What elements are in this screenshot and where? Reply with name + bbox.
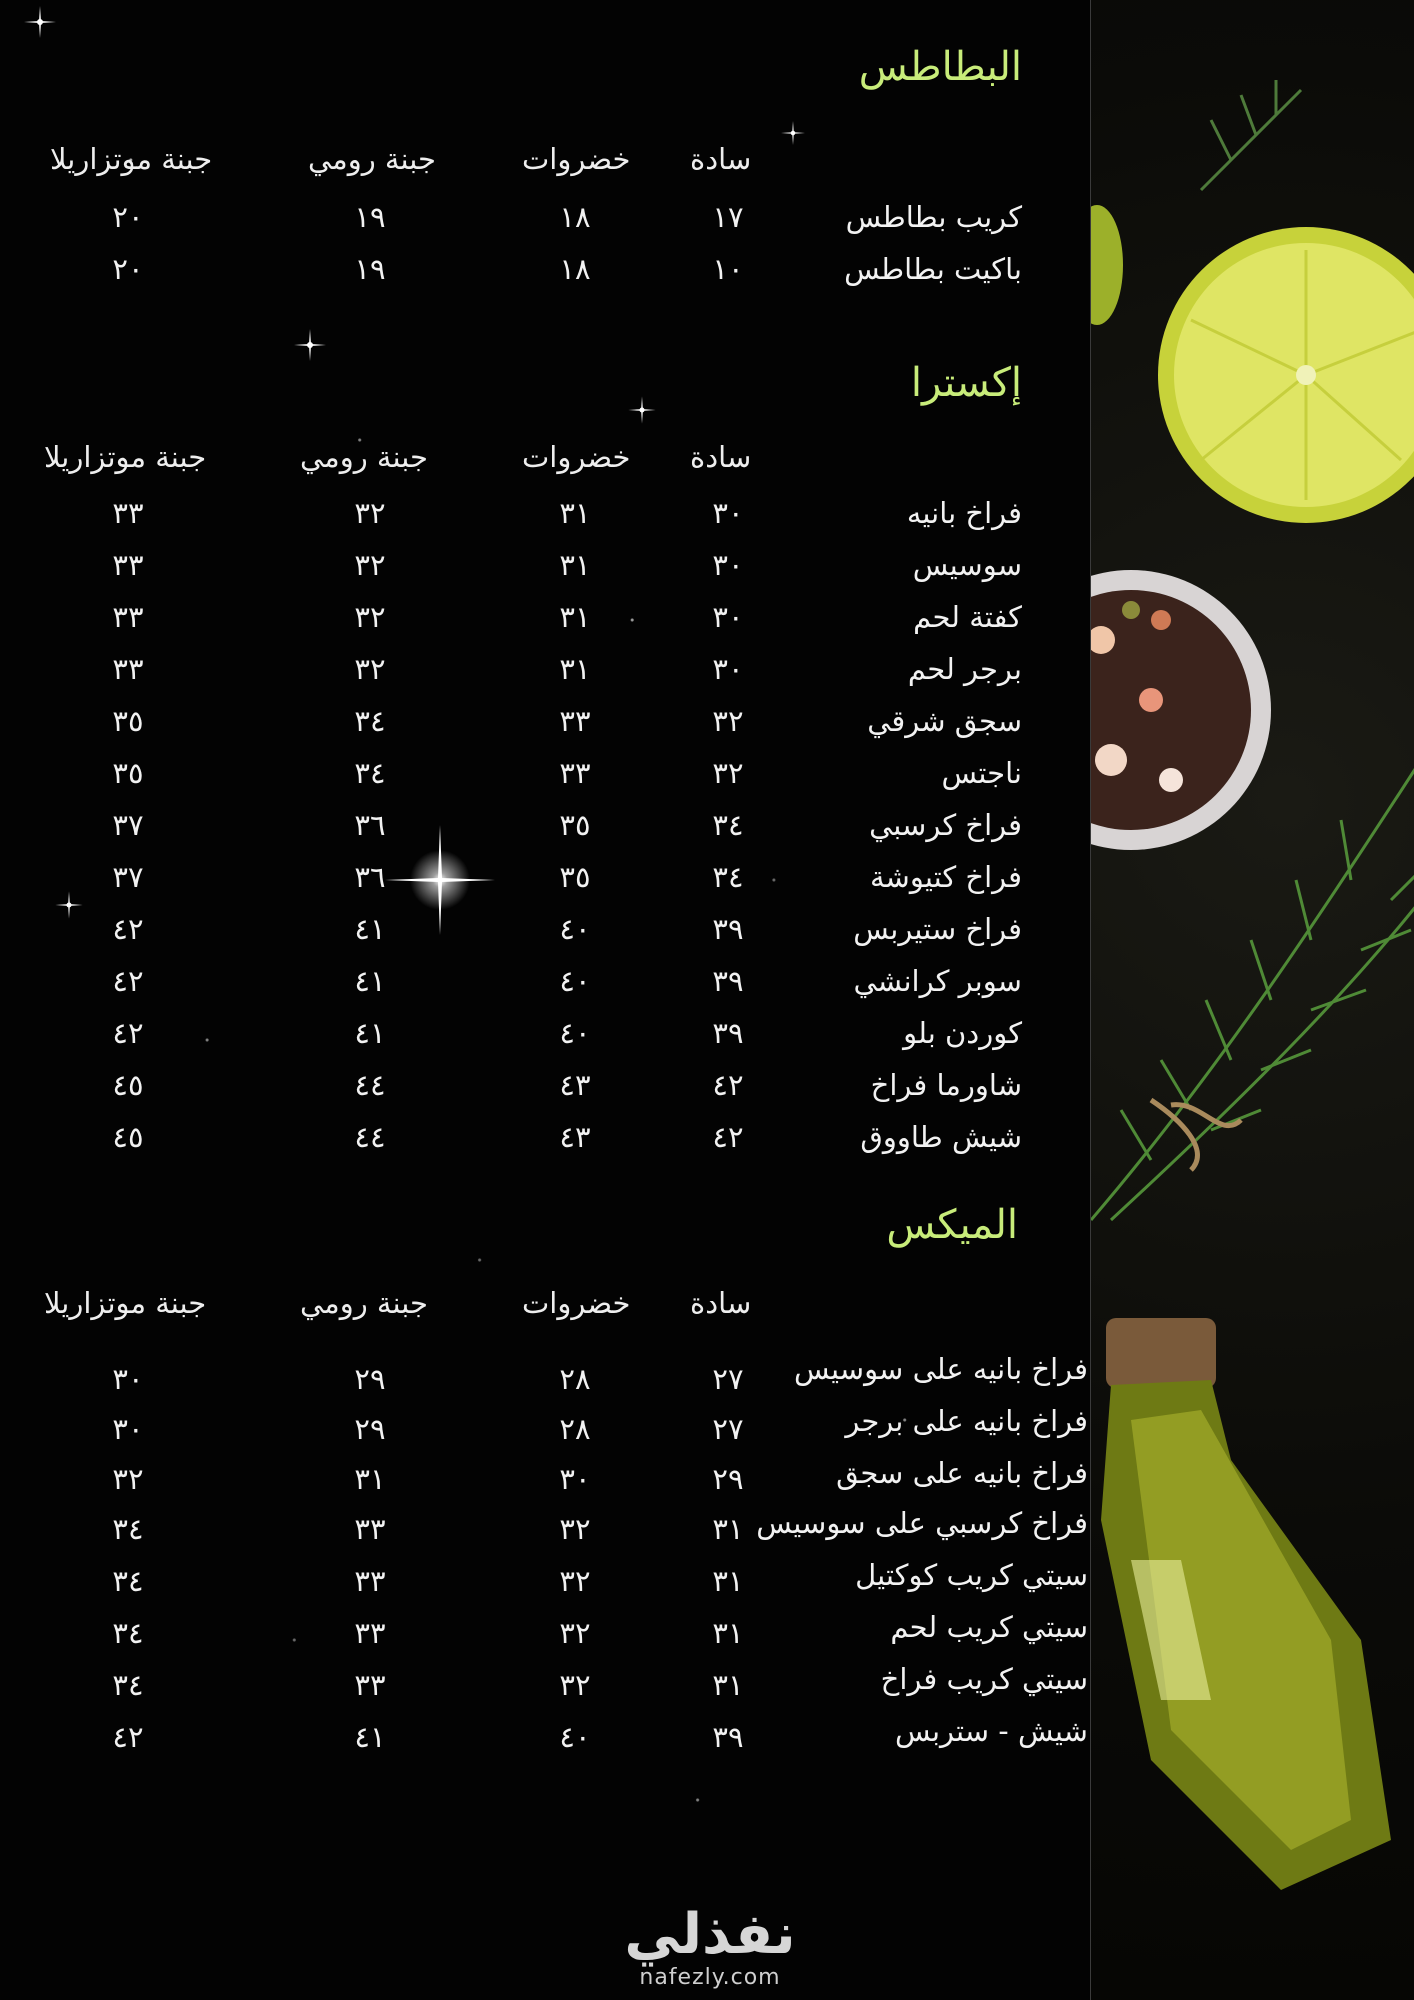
item-name: شاورما فراخ	[870, 1068, 1022, 1102]
price-plain: ٣٤	[712, 860, 744, 894]
item-name: سجق شرقي	[867, 704, 1022, 738]
price-vegetables: ٢٨	[559, 1412, 591, 1446]
price-mozzarella: ٢٠	[112, 200, 144, 234]
item-name: سوسيس	[912, 548, 1022, 582]
price-plain: ٣٠	[712, 548, 744, 582]
price-mozzarella: ٣٤	[112, 1512, 144, 1546]
price-mozzarella: ٣٣	[112, 600, 144, 634]
price-plain: ٣١	[712, 1564, 744, 1598]
price-roumy-cheese: ٣٢	[354, 496, 386, 530]
sparkle-icon	[20, 2, 60, 42]
price-vegetables: ٣٥	[559, 808, 591, 842]
price-roumy-cheese: ٣٤	[354, 756, 386, 790]
price-vegetables: ٤٠	[559, 964, 591, 998]
price-roumy-cheese: ٣٢	[354, 652, 386, 686]
section-title: البطاطس	[858, 44, 1022, 90]
spice-bowl-icon	[1091, 570, 1271, 850]
menu-row	[0, 1352, 1090, 1404]
price-vegetables: ٣٣	[559, 756, 591, 790]
menu-row	[0, 652, 1090, 704]
column-header-roumy-cheese: جبنة رومي	[300, 1286, 428, 1320]
price-mozzarella: ٤٥	[112, 1120, 144, 1154]
item-name: برجر لحم	[907, 652, 1022, 686]
price-mozzarella: ٤٢	[112, 912, 144, 946]
section-title: الميكس	[886, 1202, 1018, 1248]
price-roumy-cheese: ٤١	[354, 1720, 386, 1754]
price-plain: ٤٢	[712, 1120, 744, 1154]
price-mozzarella: ٣٤	[112, 1616, 144, 1650]
brand-logo-latin: nafezly.com	[639, 1965, 781, 1990]
olive-oil-bottle-icon	[1101, 1318, 1391, 1890]
item-name: فراخ ستيربس	[853, 912, 1022, 946]
price-plain: ٢٩	[712, 1462, 744, 1496]
price-plain: ١٠	[712, 252, 744, 286]
price-plain: ٣٢	[712, 756, 744, 790]
price-roumy-cheese: ٣٢	[354, 600, 386, 634]
item-name: باكيت بطاطس	[844, 252, 1022, 286]
column-header-mozzarella-cheese: جبنة موتزاريلا	[44, 1286, 207, 1320]
item-name: كفتة لحم	[913, 600, 1022, 634]
price-vegetables: ٣١	[559, 548, 591, 582]
price-vegetables: ٣٥	[559, 860, 591, 894]
price-plain: ٣٠	[712, 600, 744, 634]
price-roumy-cheese: ٣٣	[354, 1668, 386, 1702]
menu-row	[0, 200, 1090, 252]
column-header-plain: سادة	[690, 142, 752, 176]
item-name: ناجتس	[941, 756, 1022, 790]
sparkle-icon	[625, 393, 659, 427]
price-mozzarella: ٣٣	[112, 652, 144, 686]
price-roumy-cheese: ٤١	[354, 1016, 386, 1050]
item-name: سوبر كرانشي	[853, 964, 1022, 998]
price-plain: ٣١	[712, 1668, 744, 1702]
price-roumy-cheese: ٢٩	[354, 1412, 386, 1446]
price-vegetables: ٣١	[559, 600, 591, 634]
price-plain: ٢٧	[712, 1412, 744, 1446]
menu-row	[0, 1558, 1090, 1610]
menu-row	[0, 1714, 1090, 1766]
price-vegetables: ٣٢	[559, 1512, 591, 1546]
price-vegetables: ١٨	[559, 252, 591, 286]
price-roumy-cheese: ١٩	[354, 252, 386, 286]
price-roumy-cheese: ٤١	[354, 912, 386, 946]
price-plain: ٣٩	[712, 912, 744, 946]
price-plain: ١٧	[712, 200, 744, 234]
price-mozzarella: ٣٤	[112, 1668, 144, 1702]
column-header-vegetables: خضروات	[522, 142, 631, 176]
section-title: إكسترا	[910, 360, 1022, 406]
lemon-icon	[1091, 205, 1414, 523]
menu-row	[0, 1016, 1090, 1068]
price-mozzarella: ٣٠	[112, 1412, 144, 1446]
price-roumy-cheese: ١٩	[354, 200, 386, 234]
item-name: كوردن بلو	[903, 1016, 1022, 1050]
price-mozzarella: ٣٣	[112, 548, 144, 582]
price-plain: ٣١	[712, 1616, 744, 1650]
price-vegetables: ٣٠	[559, 1462, 591, 1496]
menu-row	[0, 252, 1090, 304]
price-vegetables: ٣٢	[559, 1564, 591, 1598]
item-name: فراخ كرسبي	[869, 808, 1022, 842]
column-header-vegetables: خضروات	[522, 1286, 631, 1320]
item-name: سيتي كريب كوكتيل	[855, 1558, 1088, 1592]
item-name: فراخ بانيه على سجق	[836, 1456, 1088, 1490]
menu-row	[0, 1662, 1090, 1714]
item-name: كريب بطاطس	[845, 200, 1022, 234]
price-vegetables: ٣١	[559, 652, 591, 686]
price-plain: ٣٠	[712, 496, 744, 530]
item-name: سيتي كريب فراخ	[880, 1662, 1088, 1696]
menu-row	[0, 756, 1090, 808]
menu-row	[0, 548, 1090, 600]
price-mozzarella: ٣٣	[112, 496, 144, 530]
price-roumy-cheese: ٣٦	[354, 808, 386, 842]
price-mozzarella: ٢٠	[112, 252, 144, 286]
menu-row	[0, 860, 1090, 912]
item-name: فراخ بانيه على سوسيس	[794, 1352, 1088, 1386]
price-vegetables: ٣٢	[559, 1616, 591, 1650]
column-header-roumy-cheese: جبنة رومي	[300, 440, 428, 474]
price-mozzarella: ٣٠	[112, 1362, 144, 1396]
price-roumy-cheese: ٤١	[354, 964, 386, 998]
item-name: فراخ كرسبي على سوسيس	[756, 1506, 1088, 1540]
sparkle-icon	[778, 118, 808, 148]
menu-row	[0, 1506, 1090, 1558]
price-vegetables: ٤٠	[559, 1016, 591, 1050]
menu-row	[0, 1456, 1090, 1508]
price-plain: ٣٤	[712, 808, 744, 842]
price-mozzarella: ٤٢	[112, 964, 144, 998]
price-vegetables: ٤٣	[559, 1120, 591, 1154]
price-roumy-cheese: ٣٣	[354, 1616, 386, 1650]
price-roumy-cheese: ٤٤	[354, 1068, 386, 1102]
price-mozzarella: ٣٥	[112, 756, 144, 790]
price-plain: ٣٩	[712, 1720, 744, 1754]
price-mozzarella: ٣٢	[112, 1462, 144, 1496]
price-roumy-cheese: ٣٣	[354, 1564, 386, 1598]
price-roumy-cheese: ٣١	[354, 1462, 386, 1496]
item-name: فراخ بانيه على برجر	[845, 1404, 1088, 1438]
price-mozzarella: ٤٢	[112, 1016, 144, 1050]
item-name: فراخ كتيوشة	[870, 860, 1022, 894]
price-plain: ٣٢	[712, 704, 744, 738]
brand-logo	[595, 1902, 825, 1990]
food-photo-panel	[1090, 0, 1414, 2000]
column-header-roumy-cheese: جبنة رومي	[308, 142, 436, 176]
price-plain: ٣٩	[712, 964, 744, 998]
menu-row	[0, 704, 1090, 756]
price-vegetables: ٤٠	[559, 1720, 591, 1754]
column-header-vegetables: خضروات	[522, 440, 631, 474]
item-name: فراخ بانيه	[906, 496, 1022, 530]
price-roumy-cheese: ٢٩	[354, 1362, 386, 1396]
menu-row	[0, 600, 1090, 652]
price-mozzarella: ٤٥	[112, 1068, 144, 1102]
price-roumy-cheese: ٣٢	[354, 548, 386, 582]
price-roumy-cheese: ٣٤	[354, 704, 386, 738]
column-header-mozzarella-cheese: جبنة موتزاريلا	[44, 440, 207, 474]
price-mozzarella: ٤٢	[112, 1720, 144, 1754]
price-vegetables: ٣٣	[559, 704, 591, 738]
column-header-plain: سادة	[690, 1286, 752, 1320]
menu-row	[0, 1610, 1090, 1662]
brand-logo-arabic: نفذلي	[624, 1902, 796, 1967]
price-plain: ٣٩	[712, 1016, 744, 1050]
price-roumy-cheese: ٣٣	[354, 1512, 386, 1546]
menu-row	[0, 964, 1090, 1016]
column-header-plain: سادة	[690, 440, 752, 474]
price-vegetables: ٣٢	[559, 1668, 591, 1702]
price-mozzarella: ٣٧	[112, 808, 144, 842]
item-name: شيش طاووق	[860, 1120, 1022, 1154]
price-mozzarella: ٣٥	[112, 704, 144, 738]
price-roumy-cheese: ٣٦	[354, 860, 386, 894]
item-name: شيش - ستربس	[894, 1714, 1088, 1748]
price-plain: ٣١	[712, 1512, 744, 1546]
price-roumy-cheese: ٤٤	[354, 1120, 386, 1154]
price-mozzarella: ٣٤	[112, 1564, 144, 1598]
menu-row	[0, 1404, 1090, 1456]
price-mozzarella: ٣٧	[112, 860, 144, 894]
price-vegetables: ١٨	[559, 200, 591, 234]
sparkle-icon	[290, 325, 330, 365]
menu-row	[0, 912, 1090, 964]
item-name: سيتي كريب لحم	[890, 1610, 1088, 1644]
price-plain: ٢٧	[712, 1362, 744, 1396]
price-vegetables: ٤٣	[559, 1068, 591, 1102]
rosemary-icon	[1201, 80, 1301, 190]
price-vegetables: ٤٠	[559, 912, 591, 946]
price-plain: ٤٢	[712, 1068, 744, 1102]
menu-row	[0, 808, 1090, 860]
price-plain: ٣٠	[712, 652, 744, 686]
price-vegetables: ٢٨	[559, 1362, 591, 1396]
price-vegetables: ٣١	[559, 496, 591, 530]
menu-row	[0, 1068, 1090, 1120]
column-header-mozzarella-cheese: جبنة موتزاريلا	[50, 142, 213, 176]
menu-row	[0, 496, 1090, 548]
menu-row	[0, 1120, 1090, 1172]
